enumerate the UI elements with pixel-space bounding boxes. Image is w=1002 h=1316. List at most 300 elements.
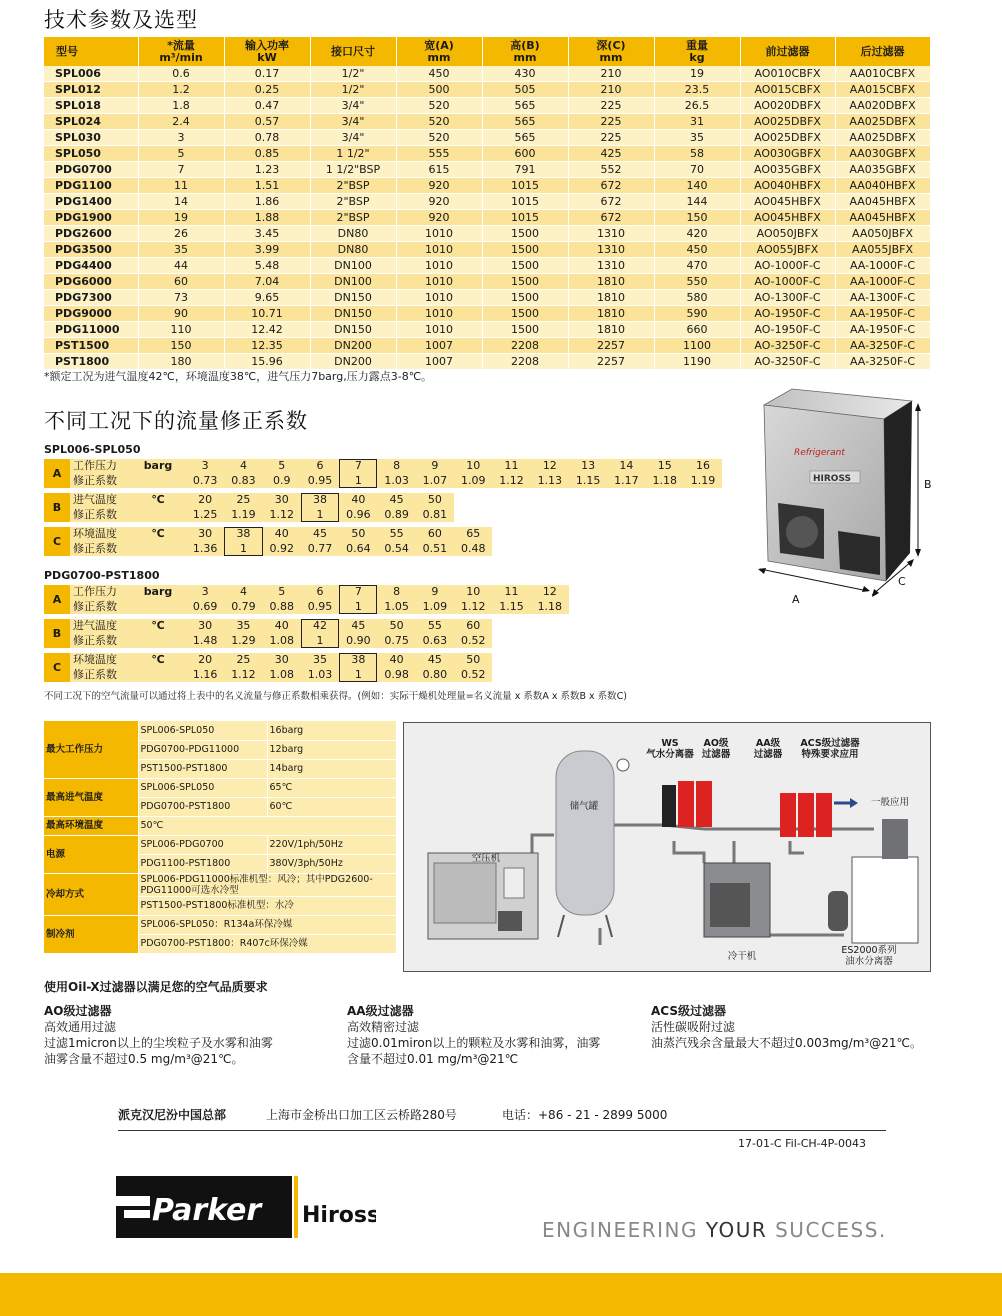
spec-cell: 0.6 xyxy=(138,66,224,82)
spec-cell: AA040HBFX xyxy=(835,178,930,194)
coef-value: 3 xyxy=(201,585,209,598)
spec-cell: 1.2 xyxy=(138,82,224,98)
coef-value: 1 xyxy=(316,507,324,521)
coef-value: 25 xyxy=(236,653,251,666)
spec-model-cell: PDG9000 xyxy=(44,306,138,322)
dryer-product-image xyxy=(752,385,952,615)
spec-cell: AO050JBFX xyxy=(740,226,835,242)
coef-value: 38 xyxy=(351,653,366,666)
coef-row-unit: ℃ xyxy=(151,493,165,506)
coef-value: 1.05 xyxy=(384,599,409,613)
spec-cell: AO020DBFX xyxy=(740,98,835,114)
spec-list-key: 最大工作压力 xyxy=(44,721,138,778)
spec-row xyxy=(44,146,930,162)
spec-row xyxy=(44,130,930,146)
spec-cell: 672 xyxy=(568,194,654,210)
spec-cell: 565 xyxy=(482,130,568,146)
spec-cell: 1010 xyxy=(396,242,482,258)
filter-ao xyxy=(44,1003,334,1067)
spec-cell: 580 xyxy=(654,290,740,306)
coef-value: 60 xyxy=(466,619,481,632)
spec-cell: 3/4" xyxy=(310,130,396,146)
coef-row-unit xyxy=(130,668,186,682)
spec-header-line1: 后过滤器 xyxy=(860,44,905,58)
spec-model-cell: PDG0700 xyxy=(44,162,138,178)
spec-list-value: 16barg xyxy=(267,721,396,740)
spec-model-cell: SPL050 xyxy=(44,146,138,162)
spec-header-line1: 重量 xyxy=(686,38,708,52)
spec-cell: 110 xyxy=(138,322,224,338)
filter-aa xyxy=(347,1003,637,1067)
coef-value: 0.52 xyxy=(460,667,486,681)
spec-cell: AO035GBFX xyxy=(740,162,835,178)
spec-cell: 1500 xyxy=(482,226,568,242)
filter-aa-desc1: 过滤0.01miron以上的颗粒及水雾和油雾，油雾 xyxy=(347,1036,601,1050)
spec-cell: AO-1000F-C xyxy=(740,258,835,274)
spec-cell: 791 xyxy=(482,162,568,178)
spec-cell: 505 xyxy=(482,82,568,98)
coef-value: 9 xyxy=(431,585,439,598)
acs-label-2: 特殊要求应用 xyxy=(801,749,859,760)
spec-cell: 1500 xyxy=(482,306,568,322)
spec-header-unit: mm xyxy=(513,50,537,64)
coef-value: 0.54 xyxy=(384,541,409,555)
coef-value: 1.08 xyxy=(269,633,294,647)
coef-value: 1.15 xyxy=(575,473,601,487)
spec-cell: 1500 xyxy=(482,242,568,258)
coef-value: 1.25 xyxy=(192,507,218,521)
parker-hiross-logo xyxy=(116,1176,376,1238)
coef-value: 45 xyxy=(427,653,442,666)
coef-value: 1.12 xyxy=(269,507,294,521)
coef-value: 0.9 xyxy=(272,473,291,487)
spec-list-range: SPL006-SPL050 xyxy=(138,778,267,797)
spec-cell: AA030GBFX xyxy=(835,146,930,162)
coef-reference-box xyxy=(339,459,377,488)
dim-c-label: C xyxy=(898,575,906,588)
spec-cell: AO055JBFX xyxy=(740,242,835,258)
spec-model-cell: PDG7300 xyxy=(44,290,138,306)
coef-value: 1.03 xyxy=(384,473,409,487)
spec-row xyxy=(44,66,930,82)
coef-value: 1.18 xyxy=(652,473,677,487)
spec-cell: 1.86 xyxy=(224,194,310,210)
coef-row-name: 修正系数 xyxy=(73,473,117,487)
spec-cell: AA010CBFX xyxy=(835,66,930,82)
coef-value: 0.96 xyxy=(346,507,371,521)
spec-cell: AO-1300F-C xyxy=(740,290,835,306)
spec-header-cell xyxy=(44,37,138,66)
coef-block-label: C xyxy=(44,653,70,682)
coef-row xyxy=(70,600,569,614)
spec-cell: 520 xyxy=(396,130,482,146)
spec-list-range: SPL006-PDG11000标准机型：风冷；其中PDG2600-PDG11000可选水冷型 xyxy=(138,873,396,896)
coef-value: 1 xyxy=(239,541,247,555)
spec-model-cell: PDG1900 xyxy=(44,210,138,226)
coef-row-name: 修正系数 xyxy=(73,599,117,613)
spec-cell: 12.42 xyxy=(224,322,310,338)
spec-cell: 19 xyxy=(138,210,224,226)
coef-row xyxy=(70,619,492,633)
coef-value: 45 xyxy=(351,619,366,632)
coef-value: 1.03 xyxy=(307,667,333,681)
spec-cell: AO040HBFX xyxy=(740,178,835,194)
spec-model-cell: PDG6000 xyxy=(44,274,138,290)
company-name: 派克汉尼汾中国总部 xyxy=(118,1108,227,1122)
dryer-brand: HIROSS xyxy=(813,474,852,484)
spec-cell: AO045HBFX xyxy=(740,194,835,210)
spec-cell: 590 xyxy=(654,306,740,322)
spec-cell: 26.5 xyxy=(654,98,740,114)
spec-list-range: PST1500-PST1800标准机型：水冷 xyxy=(138,896,396,915)
spec-list-range: PDG0700-PST1800：R407c环保冷媒 xyxy=(138,934,396,953)
coef-value: 1 xyxy=(316,633,324,647)
spec-row xyxy=(44,322,930,338)
spec-header-unit: m³/min xyxy=(159,50,203,64)
spec-cell: 11 xyxy=(138,178,224,194)
ws-label: WS xyxy=(661,738,679,749)
coef-value: 0.69 xyxy=(192,599,218,613)
spec-list-key: 最高进气温度 xyxy=(44,778,138,816)
spec-cell: AO-1950F-C xyxy=(740,322,835,338)
spec-cell: 180 xyxy=(138,354,224,370)
filter-aa-sub: 高效精密过滤 xyxy=(347,1020,420,1034)
coef-value: 6 xyxy=(316,459,324,472)
coef-value: 15 xyxy=(657,459,672,472)
spec-cell: 1007 xyxy=(396,338,482,354)
coef-row xyxy=(70,634,492,648)
coef-row-unit: barg xyxy=(143,459,173,472)
coef-value: 0.88 xyxy=(269,599,294,613)
spec-row xyxy=(44,210,930,226)
spec-cell: 10.71 xyxy=(224,306,310,322)
spec-header-cell xyxy=(654,37,740,66)
coef-value: 40 xyxy=(389,653,404,666)
filter-acs xyxy=(651,1003,941,1051)
spec-row xyxy=(44,98,930,114)
logo-parker-text: Parker xyxy=(152,1193,262,1228)
dryer-label: 冷干机 xyxy=(727,951,757,962)
spec-header-cell xyxy=(224,37,310,66)
spec-cell: 1010 xyxy=(396,226,482,242)
spec-list-row xyxy=(44,835,396,854)
coef-value: 1.12 xyxy=(499,473,524,487)
spec-cell: 672 xyxy=(568,178,654,194)
spec-cell: AA-1300F-C xyxy=(835,290,930,306)
spec-cell: 1 1/2"BSP xyxy=(310,162,396,178)
coef-row-name: 修正系数 xyxy=(73,667,117,681)
spec-cell: 1010 xyxy=(396,258,482,274)
spec-list-range: SPL006-PDG0700 xyxy=(138,835,267,854)
coef-value: 50 xyxy=(427,493,442,506)
spec-cell: 0.57 xyxy=(224,114,310,130)
spec-cell: 430 xyxy=(482,66,568,82)
spec-list-range: PDG0700-PST1800 xyxy=(138,797,267,816)
spec-cell: 1810 xyxy=(568,322,654,338)
coef-row-unit xyxy=(130,508,186,522)
spec-list-range: 50℃ xyxy=(138,816,396,835)
aa-label-2: 过滤器 xyxy=(753,749,783,760)
spec-model-cell: PDG11000 xyxy=(44,322,138,338)
coef-value: 1.13 xyxy=(537,473,563,487)
coef-value: 0.90 xyxy=(346,633,371,647)
coef-value: 1.36 xyxy=(192,541,218,555)
spec-model-cell: SPL030 xyxy=(44,130,138,146)
coef-value: 40 xyxy=(351,493,366,506)
spec-cell: 520 xyxy=(396,114,482,130)
coef-value: 14 xyxy=(619,459,634,472)
spec-row xyxy=(44,242,930,258)
spec-cell: AO025DBFX xyxy=(740,114,835,130)
coef-value: 1.18 xyxy=(537,599,563,613)
company-address: 上海市金桥出口加工区云桥路280号 xyxy=(266,1108,457,1122)
coef-value: 3 xyxy=(201,459,209,472)
spec-model-cell: SPL006 xyxy=(44,66,138,82)
spec-cell: DN80 xyxy=(310,242,396,258)
coef-row-name: 环境温度 xyxy=(73,653,117,666)
spec-cell: 1100 xyxy=(654,338,740,354)
filter-ao-sub: 高效通用过滤 xyxy=(44,1020,117,1034)
spec-list-key: 冷却方式 xyxy=(44,873,138,915)
spec-model-cell: SPL012 xyxy=(44,82,138,98)
spec-row xyxy=(44,338,930,354)
spec-cell: 0.85 xyxy=(224,146,310,162)
coef-value: 0.73 xyxy=(192,473,218,487)
spec-cell: 150 xyxy=(654,210,740,226)
es-label-2: 油水分离器 xyxy=(845,956,893,967)
spec-header-cell xyxy=(568,37,654,66)
system-diagram xyxy=(403,722,931,972)
spec-cell: DN150 xyxy=(310,290,396,306)
spec-cell: 500 xyxy=(396,82,482,98)
spec-cell: AA025DBFX xyxy=(835,130,930,146)
spec-header-line1: 接口尺寸 xyxy=(331,44,375,58)
coef-value: 30 xyxy=(198,527,213,540)
coef-value: 25 xyxy=(236,493,251,506)
coef-value: 35 xyxy=(313,653,328,666)
spec-header-unit: kW xyxy=(257,50,277,64)
spec-list-key: 最高环境温度 xyxy=(44,816,138,835)
spec-cell: 1.23 xyxy=(224,162,310,178)
coef-reference-box xyxy=(224,527,262,556)
spec-cell: 1010 xyxy=(396,274,482,290)
coef-value: 1.07 xyxy=(422,473,448,487)
spec-header-cell xyxy=(482,37,568,66)
spec-cell: 1810 xyxy=(568,274,654,290)
coef-value: 8 xyxy=(393,459,401,472)
spec-row xyxy=(44,274,930,290)
coef-value: 38 xyxy=(236,527,251,540)
coef-value: 1.17 xyxy=(614,473,639,487)
spec-cell: 1500 xyxy=(482,274,568,290)
ws-label-2: 气水分离器 xyxy=(646,749,694,760)
coef-row xyxy=(70,653,492,667)
coef-row-name: 环境温度 xyxy=(73,527,117,540)
spec-list-value: 220V/1ph/50Hz xyxy=(267,835,396,854)
coef-row-unit: ℃ xyxy=(151,619,165,632)
spec-cell: 12.35 xyxy=(224,338,310,354)
spec-cell: DN100 xyxy=(310,274,396,290)
coef-value: 1.19 xyxy=(231,507,256,521)
spec-cell: AA-1950F-C xyxy=(835,322,930,338)
spec-cell: AA055JBFX xyxy=(835,242,930,258)
spec-model-cell: PST1500 xyxy=(44,338,138,354)
spec-cell: 1190 xyxy=(654,354,740,370)
spec-cell: 1010 xyxy=(396,322,482,338)
coef-value: 1.09 xyxy=(460,473,486,487)
spec-cell: 1015 xyxy=(482,178,568,194)
coef-value: 0.75 xyxy=(384,633,409,647)
coef-row-unit xyxy=(130,600,186,614)
coef-value: 0.81 xyxy=(422,507,448,521)
spec-list-range: SPL006-SPL050 xyxy=(138,721,267,740)
spec-cell: AO025DBFX xyxy=(740,130,835,146)
coef-value: 0.83 xyxy=(231,473,256,487)
coef-value: 0.95 xyxy=(307,473,333,487)
spec-cell: 225 xyxy=(568,114,654,130)
spec-header-unit: mm xyxy=(427,50,451,64)
spec-cell: AA-1950F-C xyxy=(835,306,930,322)
filter-ao-title: AO级过滤器 xyxy=(44,1004,112,1018)
spec-cell: 660 xyxy=(654,322,740,338)
coef-row xyxy=(70,474,722,488)
coef-value: 60 xyxy=(427,527,442,540)
spec-cell: 225 xyxy=(568,130,654,146)
spec-cell: 552 xyxy=(568,162,654,178)
spec-table xyxy=(44,37,931,370)
coef-row xyxy=(70,493,454,507)
spec-cell: 3 xyxy=(138,130,224,146)
coef-row xyxy=(70,508,454,522)
spec-cell: 60 xyxy=(138,274,224,290)
coef-row-unit: ℃ xyxy=(151,527,165,540)
coef-value: 11 xyxy=(504,459,519,472)
spec-row xyxy=(44,258,930,274)
spec-cell: 23.5 xyxy=(654,82,740,98)
coef-value: 0.51 xyxy=(422,541,448,555)
page-title: 技术参数及选型 xyxy=(44,8,198,32)
spec-cell: AA025DBFX xyxy=(835,114,930,130)
coef-row-unit xyxy=(130,474,186,488)
filter-ao-desc1: 过滤1micron以上的尘埃粒子及水雾和油雾 xyxy=(44,1036,273,1050)
coef-value: 1.09 xyxy=(422,599,448,613)
spec-cell: 35 xyxy=(654,130,740,146)
coef-value: 20 xyxy=(198,653,213,666)
spec-cell: 1310 xyxy=(568,258,654,274)
coef-row-name: 工作压力 xyxy=(73,459,117,472)
spec-cell: 1310 xyxy=(568,242,654,258)
coef-block-label: B xyxy=(44,493,70,522)
coef-row-name: 修正系数 xyxy=(73,541,117,555)
footer-divider xyxy=(118,1130,886,1131)
spec-cell: 1015 xyxy=(482,194,568,210)
spec-cell: 520 xyxy=(396,98,482,114)
spec-cell: 672 xyxy=(568,210,654,226)
spec-cell: 7.04 xyxy=(224,274,310,290)
coef-value: 40 xyxy=(274,619,289,632)
spec-cell: 0.17 xyxy=(224,66,310,82)
coef-value: 1 xyxy=(354,667,362,681)
slogan-part-1: ENGINEERING xyxy=(542,1218,706,1242)
spec-model-cell: SPL018 xyxy=(44,98,138,114)
coef-value: 1.48 xyxy=(192,633,218,647)
coef-reference-box xyxy=(339,585,377,614)
spec-cell: 15.96 xyxy=(224,354,310,370)
spec-cell: 2257 xyxy=(568,354,654,370)
coef-row-unit xyxy=(130,542,186,556)
spec-cell: AA015CBFX xyxy=(835,82,930,98)
coef-value: 1.12 xyxy=(231,667,256,681)
spec-cell: 2208 xyxy=(482,354,568,370)
coef-value: 40 xyxy=(274,527,289,540)
spec-cell: DN150 xyxy=(310,306,396,322)
spec-header-line1: 高(B) xyxy=(510,38,540,52)
spec-cell: 565 xyxy=(482,114,568,130)
spec-header-unit: kg xyxy=(689,50,705,64)
spec-cell: 1.51 xyxy=(224,178,310,194)
spec-list-value: 65℃ xyxy=(267,778,396,797)
spec-list-range: PST1500-PST1800 xyxy=(138,759,267,778)
spec-cell: 5.48 xyxy=(224,258,310,274)
coef-value: 10 xyxy=(466,585,481,598)
spec-cell: 420 xyxy=(654,226,740,242)
spec-cell: 1/2" xyxy=(310,82,396,98)
spec-list-row xyxy=(44,816,396,835)
spec-cell: 1015 xyxy=(482,210,568,226)
spec-cell: 2"BSP xyxy=(310,210,396,226)
spec-cell: AA-3250F-C xyxy=(835,338,930,354)
coef-row xyxy=(70,459,722,473)
coef-value: 0.98 xyxy=(384,667,409,681)
spec-list-range: PDG0700-PDG11000 xyxy=(138,740,267,759)
coef-value: 50 xyxy=(351,527,366,540)
spec-cell: AO-3250F-C xyxy=(740,338,835,354)
spec-list-value: 12barg xyxy=(267,740,396,759)
coef-block-label: C xyxy=(44,527,70,556)
coef-value: 6 xyxy=(316,585,324,598)
spec-list-row xyxy=(44,778,396,797)
spec-list-row xyxy=(44,915,396,934)
coef-value: 12 xyxy=(542,459,557,472)
spec-header-line1: 前过滤器 xyxy=(765,44,810,58)
spec-cell: AA-3250F-C xyxy=(835,354,930,370)
spec-list-range: PDG1100-PST1800 xyxy=(138,854,267,873)
spec-cell: DN80 xyxy=(310,226,396,242)
spec-header-line1: 型号 xyxy=(56,44,78,58)
spec-cell: 2208 xyxy=(482,338,568,354)
spec-cell: 920 xyxy=(396,194,482,210)
spec-row xyxy=(44,82,930,98)
coef-block-label: B xyxy=(44,619,70,648)
coef-reference-box xyxy=(339,653,377,682)
spec-cell: 470 xyxy=(654,258,740,274)
spec-header-line1: *流量 xyxy=(167,38,195,52)
coef-value: 12 xyxy=(542,585,557,598)
spec-cell: 565 xyxy=(482,98,568,114)
spec-cell: 31 xyxy=(654,114,740,130)
coef-value: 0.48 xyxy=(460,541,486,555)
slogan-part-3: SUCCESS. xyxy=(767,1218,887,1242)
company-phone: 电话：+86 - 21 - 2899 5000 xyxy=(502,1108,668,1122)
spec-cell: 550 xyxy=(654,274,740,290)
coef-row-name: 修正系数 xyxy=(73,507,117,521)
spec-cell: 1810 xyxy=(568,306,654,322)
spec-cell: 1810 xyxy=(568,290,654,306)
compressor-label: 空压机 xyxy=(471,853,501,864)
coef-value: 10 xyxy=(466,459,481,472)
spec-row xyxy=(44,290,930,306)
spec-cell: 210 xyxy=(568,82,654,98)
